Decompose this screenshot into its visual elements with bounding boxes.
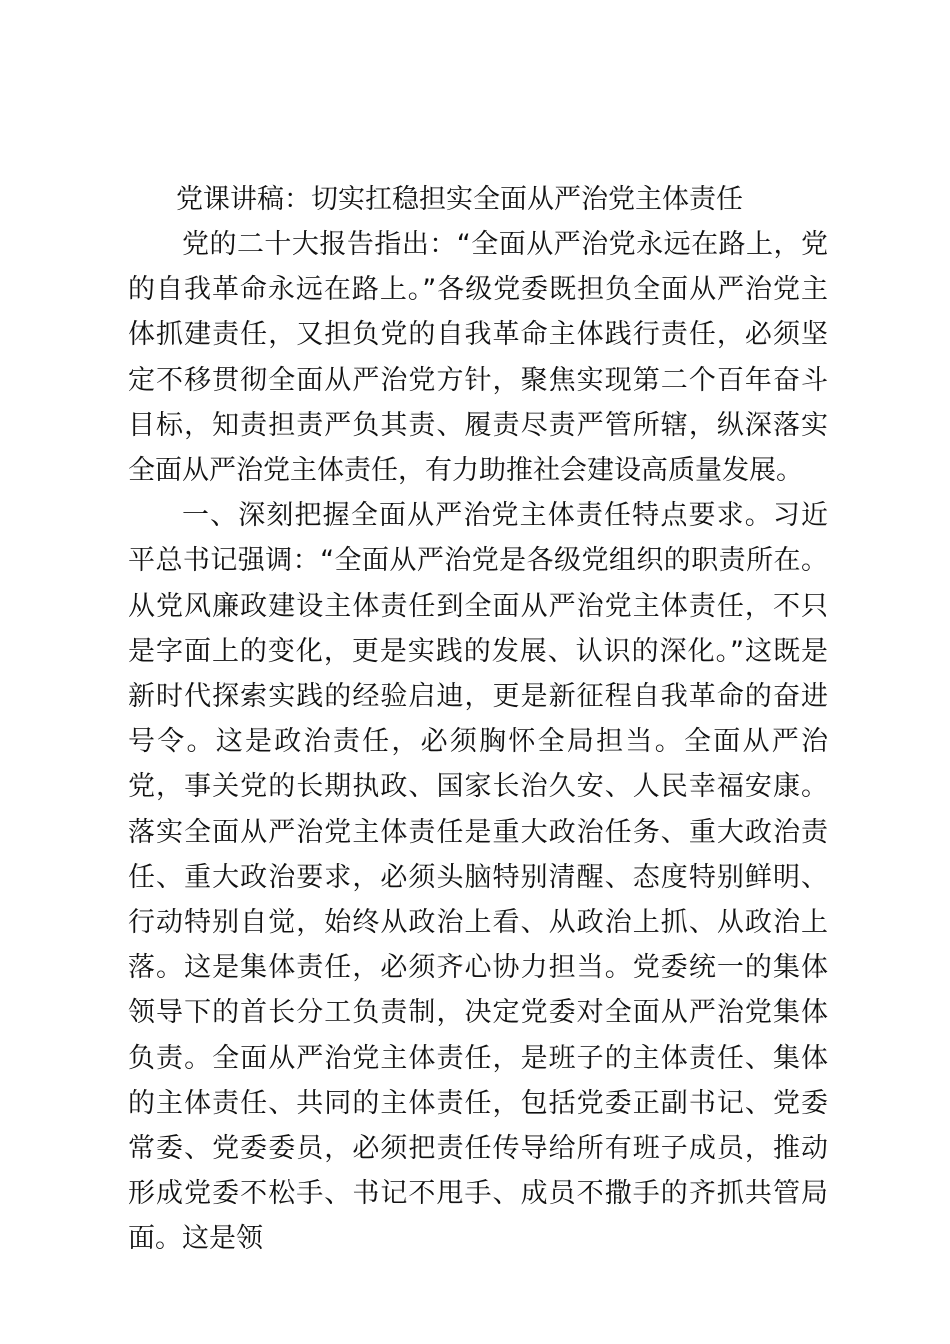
- paragraph-intro: 党的二十大报告指出：“全面从严治党永远在路上，党的自我革命永远在路上。”各级党委既担负全面从严治党主体抓建责任，又担负党的自我革命主体践行责任，必须坚定不移贯彻全面从严治党方针，聚焦实现第二个百年奋斗目标，知责担责严负其责、履责尽责严管所辖，纵深落实全面从严治党主体责任，有力助推社会建设高质量发展。: [128, 229, 828, 487]
- paragraph-section-one: 一、深刻把握全面从严治党主体责任特点要求。习近平总书记强调：“全面从严治党是各级党组织的职责所在。从党风廉政建设主体责任到全面从严治党主体责任，不只是字面上的变化，更是实践的发展、认识的深化。”这既是新时代探索实践的经验启迪，更是新征程自我革命的奋进号令。这是政治责任，必须胸怀全局担当。全面从严治党，事关党的长期执政、国家长治久安、人民幸福安康。落实全面从严治党主体责任是重大政治任务、重大政治责任、重大政治要求，必须头脑特别清醒、态度特别鲜明、行动特别自觉，始终从政治上看、从政治上抓、从政治上落。这是集体责任，必须齐心协力担当。党委统一的集体领导下的首长分工负责制，决定党委对全面从严治党集体负责。全面从严治党主体责任，是班子的主体责任、集体的主体责任、共同的主体责任，包括党委正副书记、党委常委、党委委员，必须把责任传导给所有班子成员，推动形成党委不松手、书记不甩手、成员不撒手的齐抓共管局面。这是领: [128, 500, 828, 1255]
- document-body: [128, 222, 828, 1262]
- document-title: 党课讲稿：切实扛稳担实全面从严治党主体责任: [176, 184, 743, 215]
